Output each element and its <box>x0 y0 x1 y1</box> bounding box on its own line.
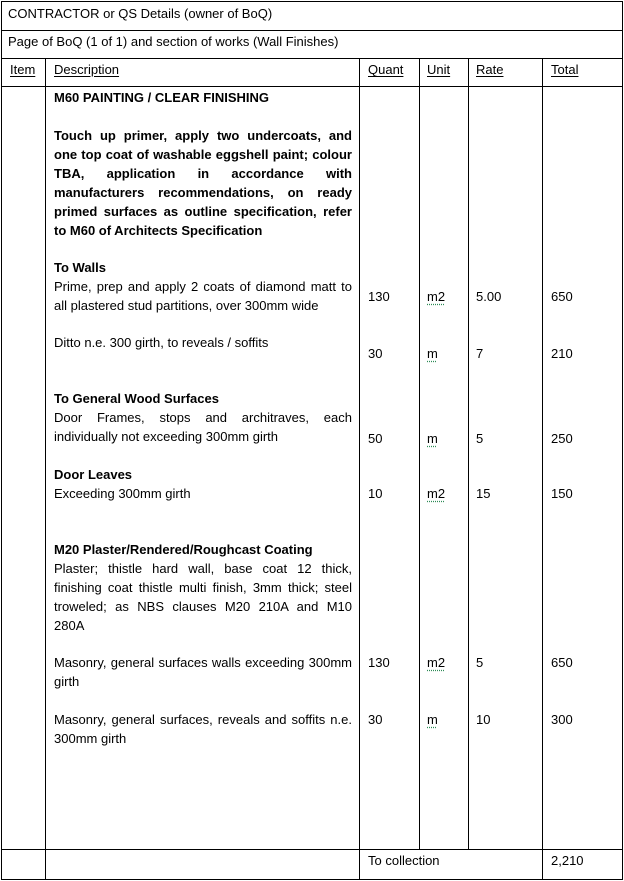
item-description: Ditto n.e. 300 girth, to reveals / soffits <box>54 335 269 350</box>
item-quant: 10 <box>368 486 383 501</box>
subheading-to-walls: To Walls <box>54 260 106 275</box>
item-rate: 5.00 <box>476 289 502 304</box>
item-description: Door Frames, stops and architraves, each individually not exceeding 300mm girth <box>54 410 352 444</box>
collection-total: 2,210 <box>551 853 584 868</box>
item-unit: m <box>427 346 438 361</box>
divider-columns <box>1 86 623 87</box>
col-header-description: Description <box>54 62 120 77</box>
item-description: Masonry, general surfaces walls exceeding 300mm girth <box>54 655 352 689</box>
section-title-m20: M20 Plaster/Rendered/Roughcast Coating <box>54 542 313 557</box>
item-rate: 15 <box>476 486 491 501</box>
section-spec-m20: Plaster; thistle hard wall, base coat 12 thick, finishing coat thistle multi finish, 3mm thick; steel troweled; as NBS clauses M20 210A and M10 280A <box>54 561 352 633</box>
item-unit: m2 <box>427 486 446 501</box>
col-divider-rate <box>542 58 543 880</box>
item-unit: m <box>427 712 438 727</box>
item-rate: 5 <box>476 431 484 446</box>
item-rate: 10 <box>476 712 491 727</box>
item-total: 250 <box>551 431 573 446</box>
item-total: 650 <box>551 289 573 304</box>
item-quant: 30 <box>368 346 383 361</box>
divider-footer <box>1 849 623 850</box>
col-header-item: Item <box>10 62 36 77</box>
col-header-unit: Unit <box>427 62 451 77</box>
page-section-title: Page of BoQ (1 of 1) and section of works (Wall Finishes) <box>8 34 339 49</box>
section-spec-m60: Touch up primer, apply two undercoats, and one top coat of washable eggshell paint; colour TBA, application in accordance with manufacturers recommendations, on ready primed surfaces as outline specification, refer to M60 of Architects Specification <box>54 128 352 238</box>
col-divider-quant <box>419 58 420 850</box>
border-right <box>622 1 623 880</box>
col-header-rate: Rate <box>476 62 504 77</box>
item-rate: 5 <box>476 655 484 670</box>
item-quant: 30 <box>368 712 383 727</box>
col-header-total: Total <box>551 62 579 77</box>
item-total: 150 <box>551 486 573 501</box>
col-divider-item <box>45 58 46 880</box>
item-rate: 7 <box>476 346 484 361</box>
divider-header <box>1 30 623 31</box>
divider-section <box>1 58 623 59</box>
item-description: Prime, prep and apply 2 coats of diamond matt to all plastered stud partitions, over 300mm wide <box>54 279 352 313</box>
item-unit: m2 <box>427 655 446 670</box>
section-title-m60: M60 PAINTING / CLEAR FINISHING <box>54 90 269 105</box>
item-total: 210 <box>551 346 573 361</box>
item-unit: m2 <box>427 289 446 304</box>
item-quant: 130 <box>368 655 390 670</box>
border-bottom <box>1 879 623 880</box>
col-header-quant: Quant <box>368 62 404 77</box>
col-divider-desc <box>359 58 360 880</box>
item-total: 300 <box>551 712 573 727</box>
subheading-door-leaves: Door Leaves <box>54 467 133 482</box>
item-quant: 130 <box>368 289 390 304</box>
col-divider-unit <box>468 58 469 850</box>
item-description: Exceeding 300mm girth <box>54 486 191 501</box>
item-total: 650 <box>551 655 573 670</box>
item-unit: m <box>427 431 438 446</box>
border-top <box>1 1 623 2</box>
item-description: Masonry, general surfaces, reveals and soffits n.e. 300mm girth <box>54 712 352 746</box>
subheading-wood-surfaces: To General Wood Surfaces <box>54 391 219 406</box>
contractor-details: CONTRACTOR or QS Details (owner of BoQ) <box>8 6 273 21</box>
border-left <box>1 1 2 880</box>
collection-label: To collection <box>368 853 440 868</box>
item-quant: 50 <box>368 431 383 446</box>
